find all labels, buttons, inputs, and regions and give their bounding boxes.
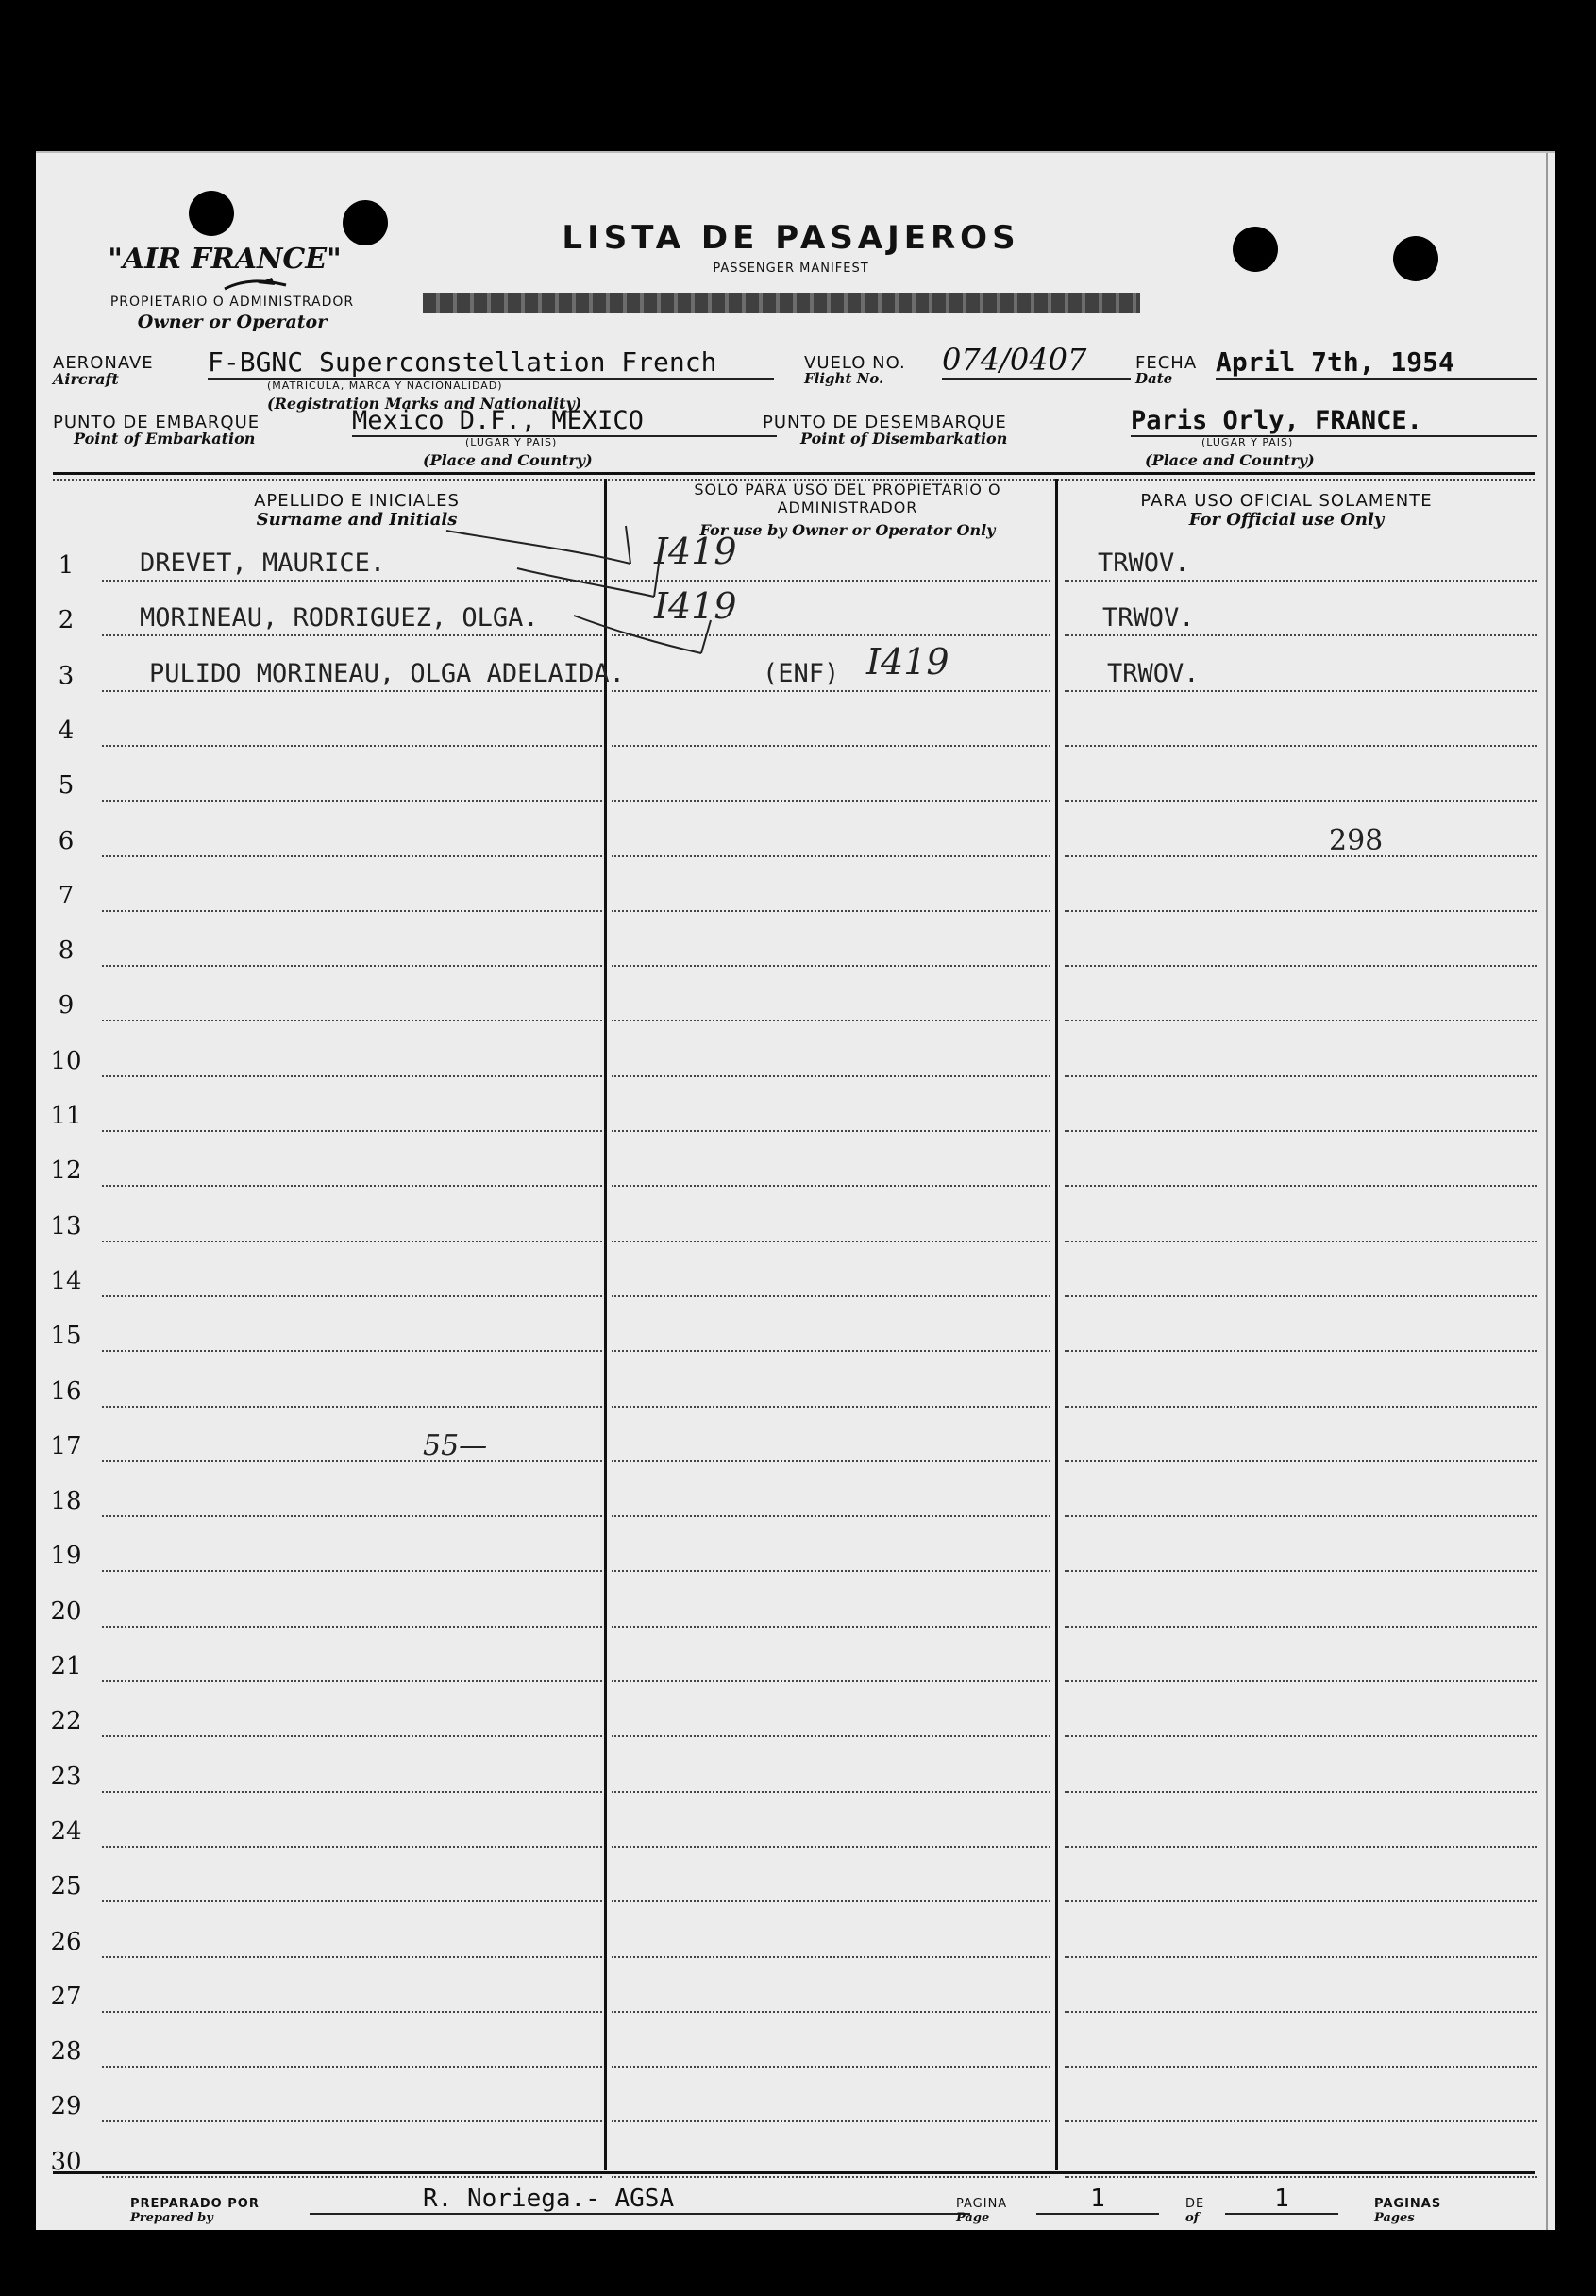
- date-label-en: Date: [1135, 370, 1173, 387]
- row-number: 29: [50, 2092, 82, 2121]
- page-label-en: Page: [956, 2211, 990, 2225]
- row-ruled-line: [1065, 1020, 1537, 1021]
- row-ruled-line: [102, 1735, 602, 1737]
- row-ruled-line: [612, 1791, 1050, 1793]
- row-ruled-line: [102, 1295, 602, 1297]
- disembark-label-en: Point of Disembarkation: [800, 430, 1008, 447]
- aircraft-sub-es: (MATRICULA, MARCA Y NACIONALIDAD): [267, 380, 503, 392]
- row-ruled-line: [612, 1075, 1050, 1077]
- col1-header: APELLIDO E INICIALES: [254, 491, 460, 511]
- aircraft-label-en: Aircraft: [53, 370, 119, 388]
- row-ruled-line: [612, 1241, 1050, 1242]
- row-ruled-line: [1065, 1295, 1537, 1297]
- row-number: 28: [50, 2037, 82, 2067]
- punch-hole: [343, 200, 388, 245]
- col3-header-en: For Official use Only: [1188, 510, 1385, 530]
- row-ruled-line: [102, 1020, 602, 1021]
- passenger-name: PULIDO MORINEAU, OLGA ADELAIDA.: [149, 658, 625, 688]
- punch-hole: [1393, 236, 1438, 281]
- operator-label-es: PROPIETARIO O ADMINISTRADOR: [109, 295, 355, 310]
- row-ruled-line: [1065, 1956, 1537, 1958]
- row-ruled-line: [1065, 1846, 1537, 1848]
- aircraft-label: AERONAVE: [53, 353, 154, 373]
- page-subtitle: PASSENGER MANIFEST: [713, 262, 869, 276]
- row-ruled-line: [612, 965, 1050, 967]
- row-ruled-line: [102, 1626, 602, 1628]
- row-ruled-line: [102, 965, 602, 967]
- row-ruled-line: [1065, 965, 1537, 967]
- date-label: FECHA: [1135, 353, 1198, 373]
- operator-label-en: Owner or Operator: [137, 312, 328, 332]
- prepared-by-value: R. Noriega.- AGSA: [310, 2185, 970, 2215]
- row-number: 13: [50, 1211, 82, 1241]
- row-ruled-line: [1065, 690, 1537, 692]
- embark-sub-es: (LUGAR Y PAIS): [465, 436, 558, 448]
- row-number: 2: [58, 606, 75, 635]
- page-title: LISTA DE PASAJEROS: [562, 219, 1020, 257]
- row-number: 20: [50, 1596, 82, 1626]
- row-ruled-line: [1065, 2176, 1537, 2178]
- row-number: 27: [50, 1982, 82, 2011]
- row-number: 4: [58, 716, 75, 745]
- owner-code-handwritten: I419: [654, 531, 737, 572]
- row-number: 3: [58, 661, 75, 690]
- row-ruled-line: [612, 690, 1050, 692]
- prepared-label-en: Prepared by: [130, 2211, 213, 2225]
- owner-code-handwritten: I419: [654, 585, 737, 628]
- struck-out-line: [423, 293, 1140, 313]
- row-ruled-line: [612, 1515, 1050, 1517]
- official-code: TRWOV.: [1102, 603, 1195, 633]
- row-ruled-line: [1065, 1185, 1537, 1187]
- row-ruled-line: [102, 1570, 602, 1572]
- row-number: 21: [50, 1652, 82, 1680]
- row-ruled-line: [1065, 1075, 1537, 1077]
- aircraft-value: F-BGNC Superconstellation French: [208, 346, 774, 380]
- row-ruled-line: [612, 2120, 1050, 2122]
- row-ruled-line: [612, 1020, 1050, 1021]
- punch-hole: [189, 191, 234, 236]
- embark-sub-en: (Place and Country): [423, 451, 593, 469]
- of-label: DE: [1185, 2197, 1205, 2211]
- row-ruled-line: [1065, 1791, 1537, 1793]
- row-number: 11: [50, 1102, 82, 1130]
- row-ruled-line: [612, 1185, 1050, 1187]
- flight-label-en: Flight No.: [804, 370, 884, 387]
- prepared-label: PREPARADO POR: [130, 2197, 260, 2211]
- check-marks: [442, 521, 819, 682]
- column-divider: [1055, 479, 1058, 2170]
- pages-label-en: Pages: [1374, 2211, 1415, 2225]
- row-ruled-line: [102, 1515, 602, 1517]
- row-number: 25: [50, 1872, 82, 1901]
- row-ruled-line: [1065, 2011, 1537, 2013]
- row-ruled-line: [612, 1846, 1050, 1848]
- date-value: April 7th, 1954: [1216, 346, 1537, 380]
- row-ruled-line: [1065, 2120, 1537, 2122]
- row-ruled-line: [102, 1791, 602, 1793]
- footer-rule: [53, 2171, 1535, 2174]
- column-divider: [604, 479, 607, 2170]
- row-number: 6: [58, 826, 75, 855]
- row-ruled-line: [102, 855, 602, 857]
- row-number: 12: [50, 1156, 82, 1186]
- row-number: 1: [58, 551, 75, 580]
- row-number: 17: [50, 1431, 82, 1460]
- row-ruled-line: [612, 1956, 1050, 1958]
- row-ruled-line: [102, 1185, 602, 1187]
- row-number: 14: [50, 1266, 82, 1295]
- aircraft-sub-en: (Registration Marks and Nationality): [267, 395, 582, 413]
- row-ruled-line: [1065, 1626, 1537, 1628]
- disembark-label: PUNTO DE DESEMBARQUE: [763, 413, 1007, 432]
- row-ruled-line: [612, 910, 1050, 912]
- row-ruled-line: [1065, 1460, 1537, 1462]
- row-ruled-line: [102, 2066, 602, 2068]
- official-code: TRWOV.: [1107, 658, 1200, 688]
- row-ruled-line: [102, 1241, 602, 1242]
- row-ruled-line: [102, 2011, 602, 2013]
- page-number: 1: [1036, 2185, 1159, 2215]
- row-ruled-line: [102, 1680, 602, 1682]
- row-ruled-line: [102, 745, 602, 747]
- row-ruled-line: [102, 800, 602, 802]
- row-ruled-line: [102, 690, 602, 692]
- row-ruled-line: [1065, 910, 1537, 912]
- handwritten-note: 55—: [423, 1428, 488, 1462]
- sheet-right-edge: [1546, 153, 1548, 2230]
- header-rule: [53, 472, 1535, 475]
- row-ruled-line: [1065, 1406, 1537, 1408]
- page-label: PAGINA: [956, 2197, 1008, 2211]
- row-ruled-line: [612, 2176, 1050, 2178]
- row-ruled-line: [612, 1295, 1050, 1297]
- row-ruled-line: [612, 1130, 1050, 1132]
- col1-header-en: Surname and Initials: [256, 510, 458, 530]
- row-ruled-line: [612, 855, 1050, 857]
- manifest-sheet: [36, 151, 1555, 2230]
- row-ruled-line: [1065, 855, 1537, 857]
- row-ruled-line: [102, 1900, 602, 1902]
- total-pages: 1: [1225, 2185, 1338, 2215]
- col2-header: SOLO PARA USO DEL PROPIETARIO O ADMINISTRADOR: [694, 481, 1001, 516]
- embark-label: PUNTO DE EMBARQUE: [53, 413, 260, 432]
- row-ruled-line: [612, 1680, 1050, 1682]
- official-handwritten-number: 298: [1329, 823, 1384, 857]
- row-ruled-line: [102, 1350, 602, 1352]
- row-ruled-line: [1065, 1515, 1537, 1517]
- row-ruled-line: [102, 1130, 602, 1132]
- row-number: 7: [58, 881, 75, 910]
- row-ruled-line: [1065, 1900, 1537, 1902]
- row-ruled-line: [102, 2120, 602, 2122]
- row-number: 23: [50, 1762, 82, 1791]
- row-ruled-line: [102, 1406, 602, 1408]
- row-number: 10: [50, 1046, 82, 1075]
- row-ruled-line: [102, 2176, 602, 2178]
- row-number: 8: [58, 937, 75, 966]
- row-number: 18: [50, 1487, 82, 1516]
- row-ruled-line: [1065, 1350, 1537, 1352]
- row-ruled-line: [612, 1350, 1050, 1352]
- punch-hole: [1233, 227, 1278, 272]
- row-ruled-line: [612, 745, 1050, 747]
- row-ruled-line: [612, 1626, 1050, 1628]
- row-ruled-line: [1065, 1570, 1537, 1572]
- row-ruled-line: [1065, 800, 1537, 802]
- row-ruled-line: [1065, 2066, 1537, 2068]
- row-ruled-line: [1065, 1735, 1537, 1737]
- row-ruled-line: [612, 1900, 1050, 1902]
- row-ruled-line: [612, 1570, 1050, 1572]
- flight-label: VUELO NO.: [804, 353, 906, 373]
- owner-note-prefix: (ENF): [763, 658, 840, 688]
- passenger-name: MORINEAU, RODRIGUEZ, OLGA.: [140, 603, 539, 633]
- row-number: 15: [50, 1322, 82, 1351]
- row-number: 22: [50, 1707, 82, 1736]
- owner-code-handwritten: I419: [866, 640, 949, 683]
- of-label-en: of: [1185, 2211, 1200, 2225]
- operator-name: "AIR FRANCE": [108, 243, 342, 276]
- col2-header-en: For use by Owner or Operator Only: [699, 521, 996, 539]
- flight-number: 074/0407: [942, 342, 1131, 380]
- row-ruled-line: [612, 1735, 1050, 1737]
- row-ruled-line: [1065, 745, 1537, 747]
- row-ruled-line: [612, 2066, 1050, 2068]
- airline-logo: [220, 276, 295, 295]
- row-ruled-line: [1065, 1241, 1537, 1242]
- row-number: 30: [50, 2147, 82, 2176]
- row-ruled-line: [612, 2011, 1050, 2013]
- row-number: 16: [50, 1376, 82, 1406]
- embark-value: Mexico D.F., MEXICO: [352, 406, 777, 437]
- row-ruled-line: [612, 800, 1050, 802]
- row-number: 24: [50, 1816, 82, 1846]
- row-ruled-line: [102, 910, 602, 912]
- disembark-value: Paris Orly, FRANCE.: [1131, 406, 1537, 437]
- row-ruled-line: [1065, 1680, 1537, 1682]
- passenger-name: DREVET, MAURICE.: [140, 549, 386, 578]
- official-code: TRWOV.: [1098, 549, 1190, 578]
- pages-label: PAGINAS: [1374, 2197, 1442, 2211]
- row-ruled-line: [102, 1460, 602, 1462]
- row-number: 19: [50, 1542, 82, 1571]
- row-ruled-line: [1065, 580, 1537, 582]
- row-ruled-line: [1065, 634, 1537, 636]
- row-ruled-line: [612, 1460, 1050, 1462]
- row-ruled-line: [102, 1075, 602, 1077]
- embark-label-en: Point of Embarkation: [74, 430, 256, 447]
- row-ruled-line: [1065, 1130, 1537, 1132]
- row-number: 5: [58, 771, 75, 801]
- row-number: 26: [50, 1927, 82, 1956]
- disembark-sub-en: (Place and Country): [1145, 451, 1315, 469]
- row-ruled-line: [612, 1406, 1050, 1408]
- row-ruled-line: [102, 1846, 602, 1848]
- row-number: 9: [58, 991, 75, 1021]
- disembark-sub-es: (LUGAR Y PAIS): [1201, 436, 1294, 448]
- row-ruled-line: [102, 1956, 602, 1958]
- col3-header: PARA USO OFICIAL SOLAMENTE: [1140, 491, 1433, 511]
